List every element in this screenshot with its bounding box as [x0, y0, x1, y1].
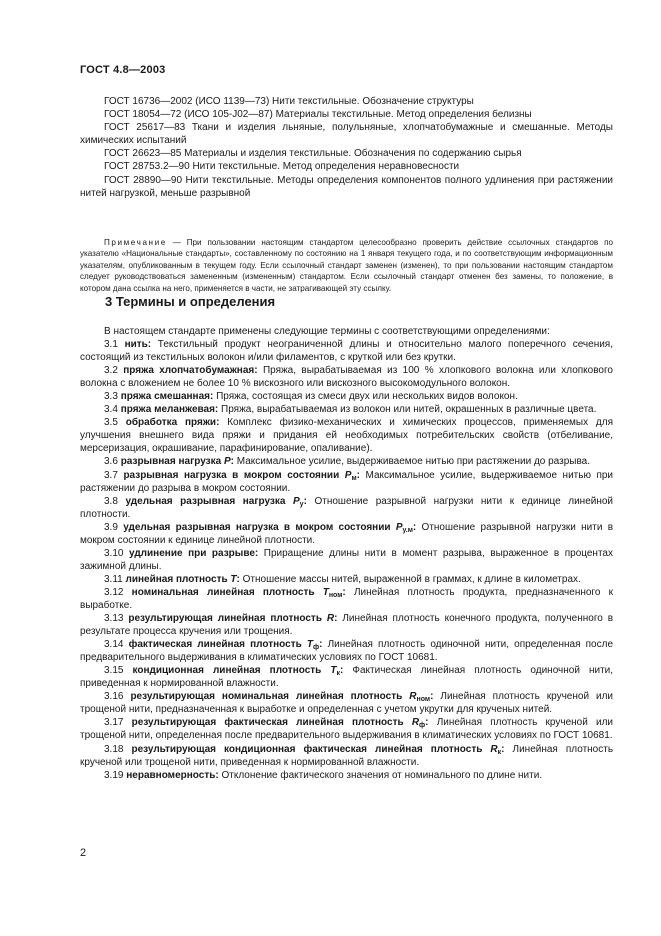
term-symbol: P [395, 521, 403, 533]
term-name: фактическая линейная плотность [128, 639, 302, 651]
term-definition-text: Отклонение фактического значения от номинального по длине нити. [221, 769, 543, 781]
reference-item: ГОСТ 16736—2002 (ИСО 1139—73) Нити текстильные. Обозначение структуры [104, 96, 474, 107]
term-colon: : [356, 469, 360, 481]
term-colon: : [236, 573, 240, 585]
term-number: 3.9 [104, 521, 118, 533]
term-symbol-subscript: ф [313, 644, 320, 652]
term-name: результирующая фактическая линейная плотность [131, 717, 404, 729]
term-colon: : [319, 639, 323, 651]
term-colon: : [430, 691, 434, 703]
term-name: пряжа меланжевая: [120, 404, 219, 416]
term-definition [80, 364, 613, 390]
terms-list [80, 325, 613, 782]
term-name: номинальная линейная плотность [131, 586, 315, 598]
term-name: кондиционная линейная плотность [132, 665, 322, 677]
term-definition [80, 469, 613, 495]
term-definition-text: Пряжа, вырабатываемая из 100 % хлопкового волокна или хлопкового волокна с вложением не более 10 % вискозного или вискозного высокомодульного волокон. [80, 365, 613, 390]
term-number: 3.10 [104, 547, 124, 559]
term-definition-text: Линейная плотность крученой или трощеной нити, приведенная к нормированной влажности. [80, 743, 614, 768]
term-number: 3.3 [104, 391, 118, 403]
term-symbol-subscript: к [497, 748, 502, 756]
reference-item: ГОСТ 28753.2—90 Нити текстильные. Метод определения неравновесности [104, 161, 460, 173]
term-name: обработка пряжи: [125, 417, 220, 429]
term-symbol-subscript: у [299, 500, 304, 508]
term-definition [80, 403, 613, 416]
note-label: Примечание [104, 238, 167, 247]
term-name: удельная разрывная нагрузка [125, 495, 286, 507]
term-symbol: R [411, 717, 420, 729]
term-symbol: T [330, 665, 337, 677]
term-definition-text: Приращение длины нити в момент разрыва, выраженное в процентах зажимной длины. [80, 547, 613, 572]
term-definition-text: Пряжа, состоящая из смеси двух или нескольких видов волокон. [216, 391, 518, 403]
term-name: линейная плотность [125, 573, 228, 585]
term-symbol: P [344, 469, 352, 481]
term-number: 3.18 [104, 743, 124, 755]
term-name: результирующая кондиционная фактическая линейная плотность [131, 743, 483, 755]
term-name: нить: [124, 339, 152, 351]
term-definition-text: Максимальное усилие, выдерживаемое нитью при растяжении до разрыва. [236, 456, 590, 468]
term-definition-text: Комплекс физико-механических и химических процессов, применяемых для улучшения внешнего вида пряжи и придания ей необходимых потребительских свойств (отбеливание, мерсеризация, окрашивание, парафинирование, опаливание). [80, 417, 613, 455]
term-number: 3.1 [104, 339, 118, 351]
term-number: 3.17 [104, 717, 124, 729]
term-number: 3.13 [104, 613, 124, 625]
term-definition-text: Отношение разрывной нагрузки нити к единице линейной плотности. [80, 495, 614, 520]
term-definition [80, 573, 613, 586]
term-name: неравномерность: [126, 769, 219, 781]
term-definition [80, 769, 613, 782]
term-definition [80, 495, 613, 521]
term-name: разрывная нагрузка в мокром состоянии [123, 469, 340, 481]
term-symbol: T [322, 586, 329, 598]
term-definition [80, 586, 613, 612]
term-definition-text: Линейная плотность одиночной нити, определенная после предварительного выдерживания в климатических условиях по ГОСТ 10681. [80, 639, 614, 664]
term-definition [80, 416, 613, 455]
note-paragraph [80, 237, 613, 294]
term-number: 3.11 [104, 573, 123, 585]
term-name: результирующая линейная плотность [128, 613, 322, 625]
term-definition [80, 338, 613, 364]
term-definition [80, 743, 613, 769]
term-number: 3.6 [104, 456, 118, 468]
term-number: 3.19 [104, 769, 124, 781]
term-name: удлинение при разрыве: [129, 547, 259, 559]
term-definition-text: Фактическая линейная плотность одиночной нити, приведенная к нормированной влажности. [80, 665, 614, 690]
term-name: результирующая номинальная линейная плотность [130, 691, 403, 703]
term-definition [80, 455, 613, 468]
reference-item: ГОСТ 25617—83 Ткани и изделия льняные, полульняные, хлопчатобумажные и смешанные. Методы химических испытаний [80, 122, 613, 147]
term-symbol: R [490, 743, 498, 755]
term-name: пряжа смешанная: [120, 391, 214, 403]
term-symbol-subscript: ф [419, 722, 426, 730]
term-symbol-subscript: ном [416, 696, 431, 704]
term-definition [80, 716, 613, 742]
term-definition [80, 638, 613, 664]
term-number: 3.14 [104, 639, 124, 651]
term-number: 3.16 [104, 691, 124, 703]
term-definition-text: Текстильный продукт неограниченной длины и относительно малого поперечного сечения, состоящий из текстильных волокон и/или филаментов, с круткой или без крутки. [80, 339, 614, 364]
term-symbol-subscript: ном [328, 591, 343, 599]
term-colon: : [230, 456, 234, 468]
term-definition-text: Линейная плотность конечного продукта, полученного в результате процесса кручения или трощения. [80, 613, 614, 638]
term-symbol-subscript: к [336, 670, 340, 678]
page-header: ГОСТ 4.8—2003 [80, 64, 166, 76]
term-name: разрывная нагрузка [120, 456, 222, 468]
term-number: 3.2 [104, 365, 118, 377]
term-number: 3.12 [104, 586, 124, 598]
term-definition-text: Отношение разрывной нагрузки нити в мокром состоянии к единице линейной плотности. [80, 521, 614, 546]
term-symbol: T [306, 639, 313, 651]
term-definition [80, 547, 613, 573]
note-text: — При пользовании настоящим стандартом целесообразно проверить действие ссылочных стандартов по указателю «Национальные стандарты», составленному по состоянию на 1 января текущего года, и по соответствующим информационным указателям, опубликованным в текущем году. Если ссылочный стандарт заменен (изменен), то при пользовании настоящим стандартом следует руководствоваться замененным (измененным) стандартом. Если ссылочный стандарт отменен без замены, то положение, в котором дана ссылка на него, применяется в части, не затрагивающей эту ссылку. [80, 238, 613, 293]
reference-item: ГОСТ 26623—85 Материалы и изделия текстильные. Обозначения по содержанию сырья [104, 148, 522, 160]
term-colon: : [501, 743, 505, 755]
term-symbol: T [230, 573, 237, 585]
term-name: пряжа хлопчатобумажная: [123, 365, 258, 377]
term-definition-text: Линейная плотность продукта, предназначенного к выработке. [80, 586, 613, 611]
term-definition [80, 390, 613, 403]
term-colon: : [334, 613, 338, 625]
term-symbol-subscript: м [351, 474, 357, 482]
term-number: 3.7 [104, 469, 118, 481]
term-definition-text: Линейная плотность крученой или трощеной нити, предназначенная к выработке и определенная с учетом укрутки для крученых нитей. [80, 691, 613, 716]
term-definition [80, 612, 613, 638]
normative-references [80, 95, 613, 200]
term-definition [80, 664, 613, 690]
term-symbol: R [326, 613, 335, 625]
term-colon: : [425, 717, 429, 729]
term-definition-text: Пряжа, вырабатываемая из волокон или нитей, окрашенных в различные цвета. [221, 404, 597, 416]
term-number: 3.8 [104, 495, 118, 507]
note-block [80, 237, 613, 294]
term-colon: : [342, 586, 346, 598]
term-symbol: P [223, 456, 231, 468]
term-name: удельная разрывная нагрузка в мокром состоянии [123, 521, 391, 533]
term-definition [80, 690, 613, 716]
term-definition-text: Отношение массы нитей, выраженной в граммах, к длине в километрах. [242, 573, 581, 585]
term-definition-text: Линейная плотность крученой или трощеной нити, определенная после предварительного выдерживания в климатических условиях по ГОСТ 10681. [80, 717, 613, 742]
term-symbol: P [293, 495, 300, 507]
term-number: 3.4 [104, 404, 118, 416]
term-number: 3.15 [104, 665, 124, 677]
reference-item: ГОСТ 28890—90 Нити текстильные. Методы определения компонентов полного удлинения при растяжении нитей нагрузкой, меньше разрывной [80, 174, 613, 199]
term-colon: : [412, 521, 417, 533]
term-colon: : [340, 665, 344, 677]
term-symbol: R [409, 691, 417, 703]
page-number: 2 [80, 847, 87, 859]
section-title: 3 Термины и определения [105, 294, 276, 309]
reference-item: ГОСТ 18054—72 (ИСО 105-J02—87) Материалы текстильные. Метод определения белизны [104, 109, 532, 121]
term-definition-text: Максимальное усилие, выдерживаемое нитью при растяжении до разрыва в мокром состоянии. [80, 469, 614, 494]
terms-intro: В настоящем стандарте применены следующие термины с соответствующими определениями: [104, 326, 550, 337]
term-number: 3.5 [104, 417, 118, 429]
term-colon: : [303, 495, 307, 507]
term-symbol-subscript: у.м [402, 526, 413, 534]
term-definition [80, 521, 613, 547]
